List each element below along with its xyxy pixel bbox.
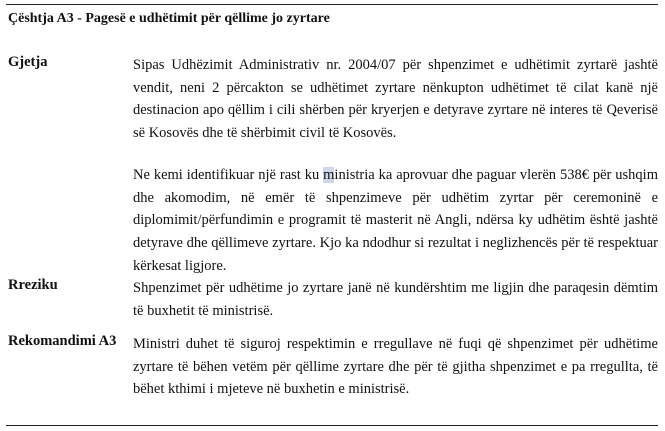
finding-paragraph-2 xyxy=(133,164,658,278)
recommendation-text: Ministri duhet të siguroj respektimin e rregullave në fuqi që shpenzimet për udhëtime zyrtare të bëhen vetëm për qëllime zyrtare dhe për të gjitha shpenzimet e pa rregullta, të bëhet kthimi i mjeteve në buxhetin e ministrisë. xyxy=(133,336,658,398)
finding-paragraph-2-start: Ne kemi identifikuar një rast ku xyxy=(133,166,324,183)
text-selection-highlight: m xyxy=(323,166,335,183)
risk-label: Rreziku xyxy=(8,277,58,293)
bottom-divider xyxy=(6,425,658,426)
finding-label: Gjetja xyxy=(8,54,48,70)
recommendation-label: Rekomandimi A3 xyxy=(8,333,117,349)
risk-text: Shpenzimet për udhëtime jo zyrtare janë në kundërshtim me ligjin dhe paraqesin dëmtim të buxhetit të ministrisë. xyxy=(133,280,658,319)
section-title: Çështja A3 - Pagesë e udhëtimit për qëllime jo zyrtare xyxy=(8,11,330,26)
finding-paragraph-1: Sipas Udhëzimit Administrativ nr. 2004/07 për shpenzimet e udhëtimit zyrtarë jashtë vendit, neni 2 përcakton se udhëtimet zyrtare nënkupton udhëtimet të cilat kanë një destinacion apo qëllim i cili shërben për kryerjen e detyrave zyrtare në interes të Qeverisë së Kosovës dhe të shërbimit civil të Kosovës. xyxy=(133,57,658,142)
finding-body xyxy=(133,54,658,277)
finding-paragraph-2-end: inistria ka aprovuar dhe paguar vlerën 538€ për ushqim dhe akomodim, në emër të shpenzimeve për udhëtim zyrtar për ceremoninë e diplomimit/përfundimin e programit të masterit në Angli, ndërsa ky udhëtim është jashtë detyrave dhe qëllimeve zyrtare. Kjo ka ndodhur si rezultat i neglizhencës për të respektuar kërkesat ligjore. xyxy=(133,166,658,274)
top-divider xyxy=(6,4,658,5)
